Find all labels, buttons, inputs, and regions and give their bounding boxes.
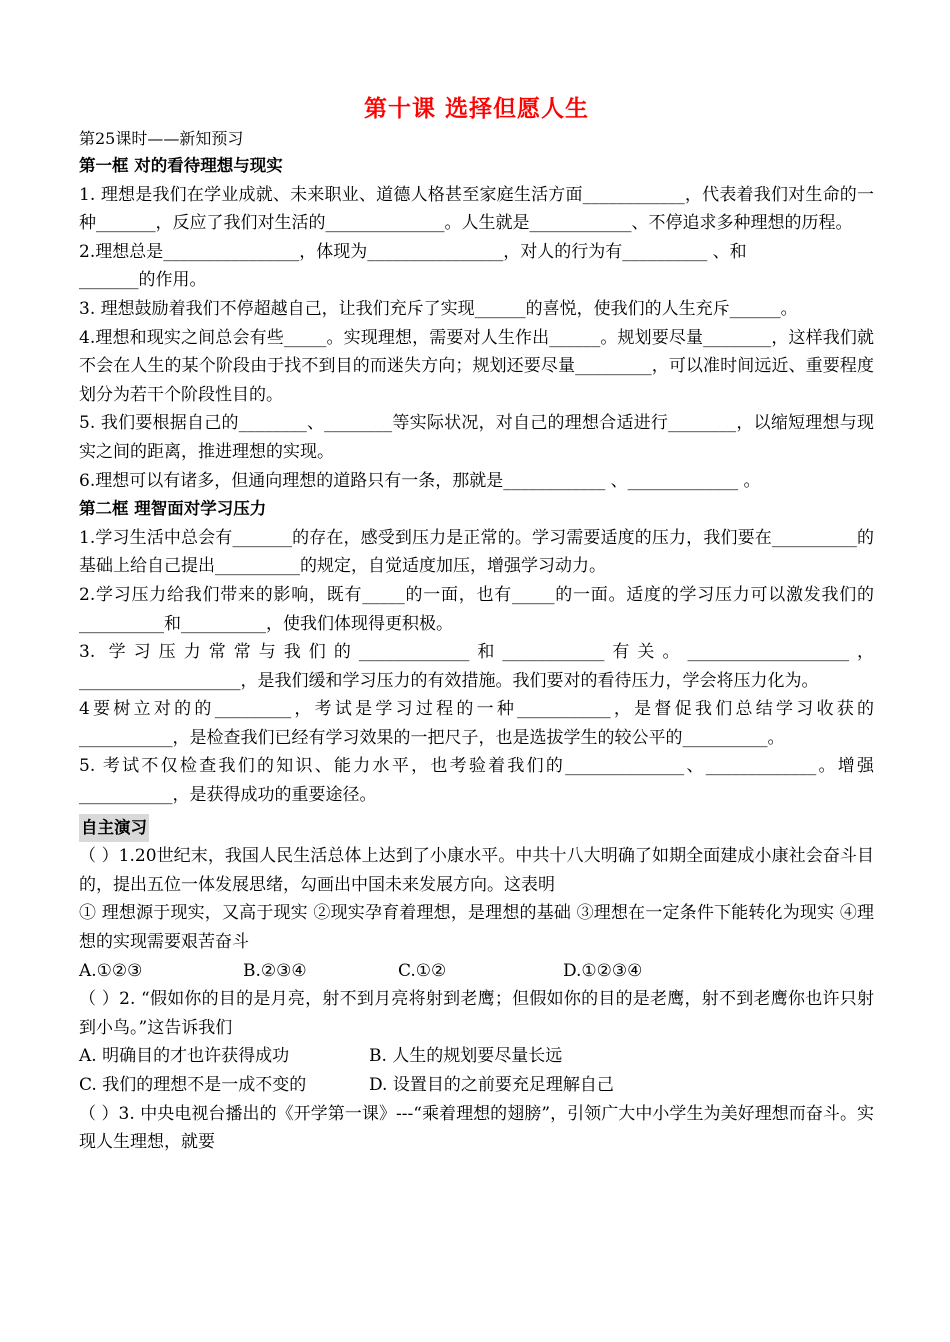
s1-item-2: 2.理想总是________________，体现为________________，对人的行为有__________ 、和 [79, 241, 747, 262]
s2-item-5: 5. 考试不仅检查我们的知识、能力水平，也考验着我们的______________、_____________。增强___________，是获得成功的重要途径。 [79, 756, 874, 806]
q1-stem: （ ）1.20世纪末，我国人民生活总体上达到了小康水平。中共十八大明确了如期全面建成小康社会奋斗目的，提出五位一体发展思绪，勾画出中国未来发展方向。这表明 [79, 846, 874, 895]
q1-statements: ① 理想源于现实，又高于现实 ②现实孕育着理想，是理想的基础 ③理想在一定条件下能转化为现实 ④理想的实现需要艰苦奋斗 [79, 903, 874, 953]
s1-item-4: 4.理想和现实之间总会有些_____。实现理想，需要对人生作出______。规划要尽量________，这样我们就不会在人生的某个阶段由于找不到目的而迷失方向；规划还要尽量_________，可以准时间远近、重要程度划分为若干个阶段性目的。 [79, 327, 874, 405]
document-page [79, 92, 874, 1157]
practice-heading [79, 814, 874, 843]
q1-options [79, 957, 874, 986]
s1-item-5: 5. 我们要根据自己的________、________等实际状况，对自己的理想合适进行________，以缩短理想与现实之间的距离，推进理想的实现。 [79, 413, 874, 462]
q1-option-c: C.①② [398, 960, 447, 981]
q1-option-a: A.①②③ [79, 960, 143, 981]
s1-item-6: 6.理想可以有诸多，但通向理想的道路只有一条，那就是____________ 、_____________ 。 [79, 470, 761, 491]
q2-option-a: A. 明确目的才也许获得成功 [79, 1046, 290, 1067]
q1-option-b: B.②③④ [243, 960, 307, 981]
q2-options-row2 [79, 1071, 874, 1100]
s1-item-2-cont: _______的作用。 [79, 270, 207, 291]
s2-item-3: 3. 学习压力常常与我们的_____________和____________有关。___________________，___________________，是我们缓和学习压力的有效措施。我们要对的看待压力，学会将压力化为。 [79, 642, 874, 691]
practice-heading-text: 自主演习 [79, 814, 149, 843]
q2-option-c: C. 我们的理想不是一成不变的 [79, 1075, 307, 1095]
s1-item-1: 1. 理想是我们在学业成就、未来职业、道德人格甚至家庭生活方面____________，代表着我们对生命的一种_______，反应了我们对生活的______________。人生就是____________、不停追求多种理想的历程。 [79, 184, 874, 234]
q3-stem: （ ）3. 中央电视台播出的《开学第一课》---“乘着理想的翅膀”，引领广大中小学生为美好理想而奋斗。实现人生理想，就要 [79, 1103, 874, 1153]
section2-heading: 第二框 理智面对学习压力 [79, 499, 267, 519]
q2-stem: （ ）2. “假如你的目的是月亮，射不到月亮将射到老鹰；但假如你的目的是老鹰，射不到老鹰你也许只射到小鸟。”这告诉我们 [79, 989, 874, 1038]
s2-item-2: 2.学习压力给我们带来的影响，既有_____的一面，也有_____的一面。适度的学习压力可以激发我们的__________和__________，使我们体现得更积极。 [79, 584, 874, 634]
q2-options-row1 [79, 1042, 874, 1071]
q2-option-d: D. 设置目的之前要充足理解自己 [369, 1075, 614, 1095]
q1-option-d: D.①②③④ [563, 960, 643, 981]
s2-item-4: 4要树立对的的_________，考试是学习过程的一种___________，是督促我们总结学习收获的___________，是检查我们已经有学习效果的一把尺子，也是选拔学生的较公平的__________。 [79, 699, 874, 748]
lesson-subtitle: 第25课时——新知预习 [79, 129, 244, 148]
q2-option-b: B. 人生的规划要尽量长远 [369, 1046, 563, 1067]
s2-item-1: 1.学习生活中总会有_______的存在，感受到压力是正常的。学习需要适度的压力，我们要在__________的基础上给自己提出__________的规定，自觉适度加压，增强学习动力。 [79, 527, 874, 577]
section1-heading: 第一框 对的看待理想与现实 [79, 156, 283, 175]
page-title: 第十课 选择但愿人生 [363, 95, 589, 122]
s1-item-3: 3. 理想鼓励着我们不停超越自己，让我们充斥了实现______的喜悦，使我们的人生充斥______。 [79, 298, 798, 319]
